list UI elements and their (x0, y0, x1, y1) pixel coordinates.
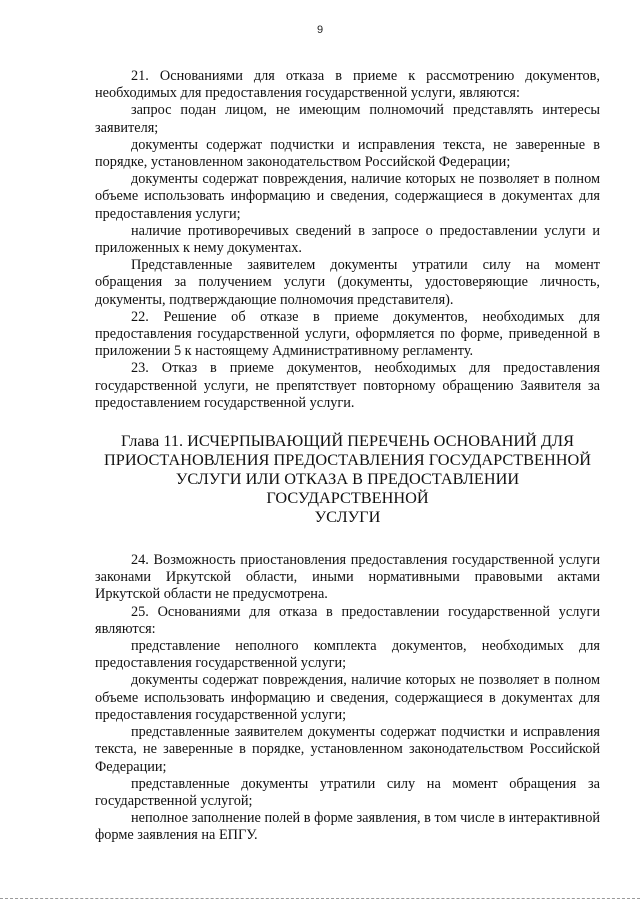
page-bottom-divider (0, 898, 640, 900)
section-21-item: Представленные заявителем документы утратили силу на момент обращения за получением услуги (документы, удостоверяющие личность, документы, подтверждающие полномочия представителя). (95, 257, 600, 308)
document-body (95, 68, 600, 845)
section-25-item: представленные заявителем документы содержат подчистки и исправления текста, не заверенные в порядке, установленном законодательством Российской Федерации; (95, 724, 600, 775)
chapter-heading-line: УСЛУГИ ИЛИ ОТКАЗА В ПРЕДОСТАВЛЕНИИ ГОСУДАРСТВЕННОЙ (175, 469, 520, 508)
chapter-heading-line: Глава 11. ИСЧЕРПЫВАЮЩИЙ ПЕРЕЧЕНЬ ОСНОВАНИЙ ДЛЯ (121, 431, 574, 451)
page-number: 9 (316, 24, 324, 36)
section-25-item: неполное заполнение полей в форме заявления, в том числе в интерактивной форме заявления на ЕПГУ. (95, 810, 600, 844)
section-25-item: представление неполного комплекта документов, необходимых для предоставления государственной услуги; (95, 638, 600, 672)
section-21-item: документы содержат подчистки и исправления текста, не заверенные в порядке, установленном законодательством Российской Федерации; (95, 136, 600, 171)
section-25-intro: 25. Основаниями для отказа в предоставлении государственной услуги являются: (95, 603, 600, 637)
chapter-heading-line: УСЛУГИ (314, 507, 381, 527)
section-22: 22. Решение об отказе в приеме документов, необходимых для предоставления государственной услуги, оформляется по форме, приведенной в приложении 5 к настоящему Административному регламенту. (95, 308, 600, 360)
section-21-intro: 21. Основаниями для отказа в приеме к рассмотрению документов, необходимых для предоставления государственной услуги, являются: (95, 68, 600, 102)
section-21-item: документы содержат повреждения, наличие которых не позволяет в полном объеме использовать информацию и сведения, содержащиеся в документах для предоставления услуги; (95, 171, 600, 222)
section-21-item: наличие противоречивых сведений в запросе о предоставлении услуги и приложенных к нему документах. (95, 222, 600, 257)
section-23: 23. Отказ в приеме документов, необходимых для предоставления государственной услуги, не препятствует повторному обращению Заявителя за предоставлением государственной услуги. (95, 360, 600, 411)
section-25-item: представленные документы утратили силу на момент обращения за государственной услугой; (95, 775, 600, 809)
section-25-item: документы содержат повреждения, наличие которых не позволяет в полном объеме использовать информацию и сведения, содержащиеся в документах для предоставления государственной услуги; (95, 672, 600, 723)
section-24: 24. Возможность приостановления предоставления государственной услуги законами Иркутской области, иными нормативными правовыми актами Иркутской области не предусмотрена. (95, 552, 600, 603)
section-21-item: запрос подан лицом, не имеющим полномочий представлять интересы заявителя; (95, 102, 600, 136)
chapter-heading (95, 431, 600, 526)
chapter-heading-line: ПРИОСТАНОВЛЕНИЯ ПРЕДОСТАВЛЕНИЯ ГОСУДАРСТВЕННОЙ (104, 450, 591, 470)
